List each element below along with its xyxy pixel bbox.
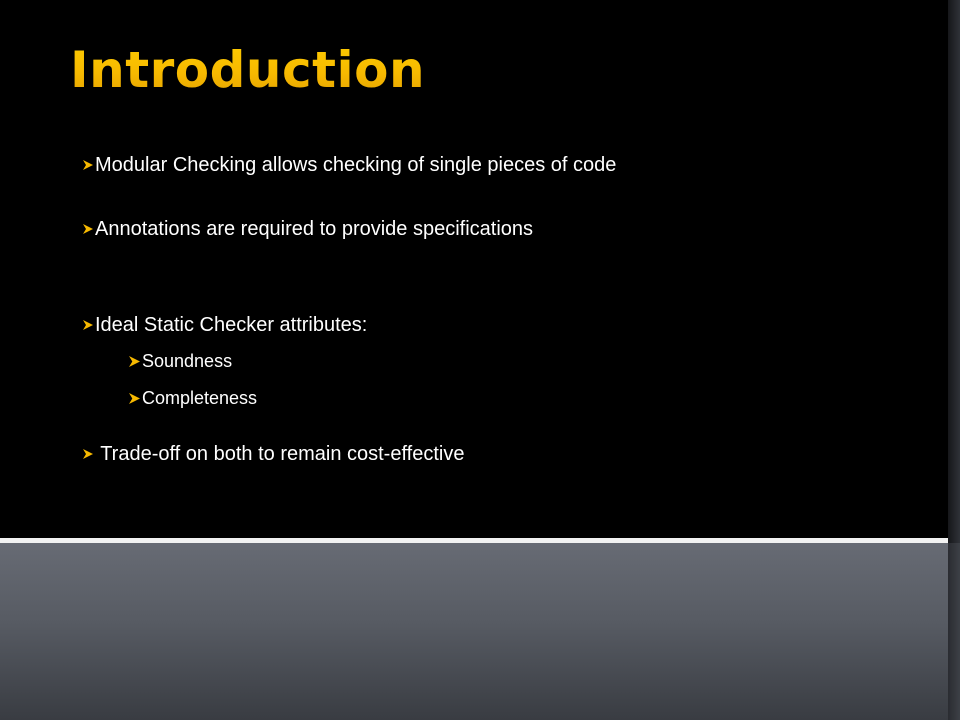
right-edge-bar-lower [948, 543, 960, 720]
arrow-bullet-icon [83, 224, 93, 234]
bullet-item [83, 442, 464, 466]
bullet-item [83, 217, 533, 241]
arrow-bullet-icon [83, 449, 93, 459]
bullet-item [83, 153, 616, 177]
sub-bullet-text: Soundness [142, 351, 233, 371]
sub-bullet-text: Completeness [142, 388, 258, 408]
bullet-text: Trade-off on both to remain cost-effective [95, 443, 465, 465]
arrow-bullet-icon [83, 320, 93, 330]
slide-footer-area [0, 543, 960, 720]
sub-bullet-item [129, 387, 257, 409]
bullet-item [83, 313, 367, 337]
arrow-bullet-icon [83, 160, 93, 170]
bullet-text: Ideal Static Checker attributes: [95, 314, 368, 336]
arrow-bullet-icon [129, 393, 140, 404]
bullet-text: Modular Checking allows checking of single pieces of code [95, 154, 617, 176]
slide-title: Introduction [70, 34, 425, 106]
arrow-bullet-icon [129, 356, 140, 367]
sub-bullet-item [129, 350, 232, 372]
bullet-text: Annotations are required to provide specifications [95, 218, 534, 240]
